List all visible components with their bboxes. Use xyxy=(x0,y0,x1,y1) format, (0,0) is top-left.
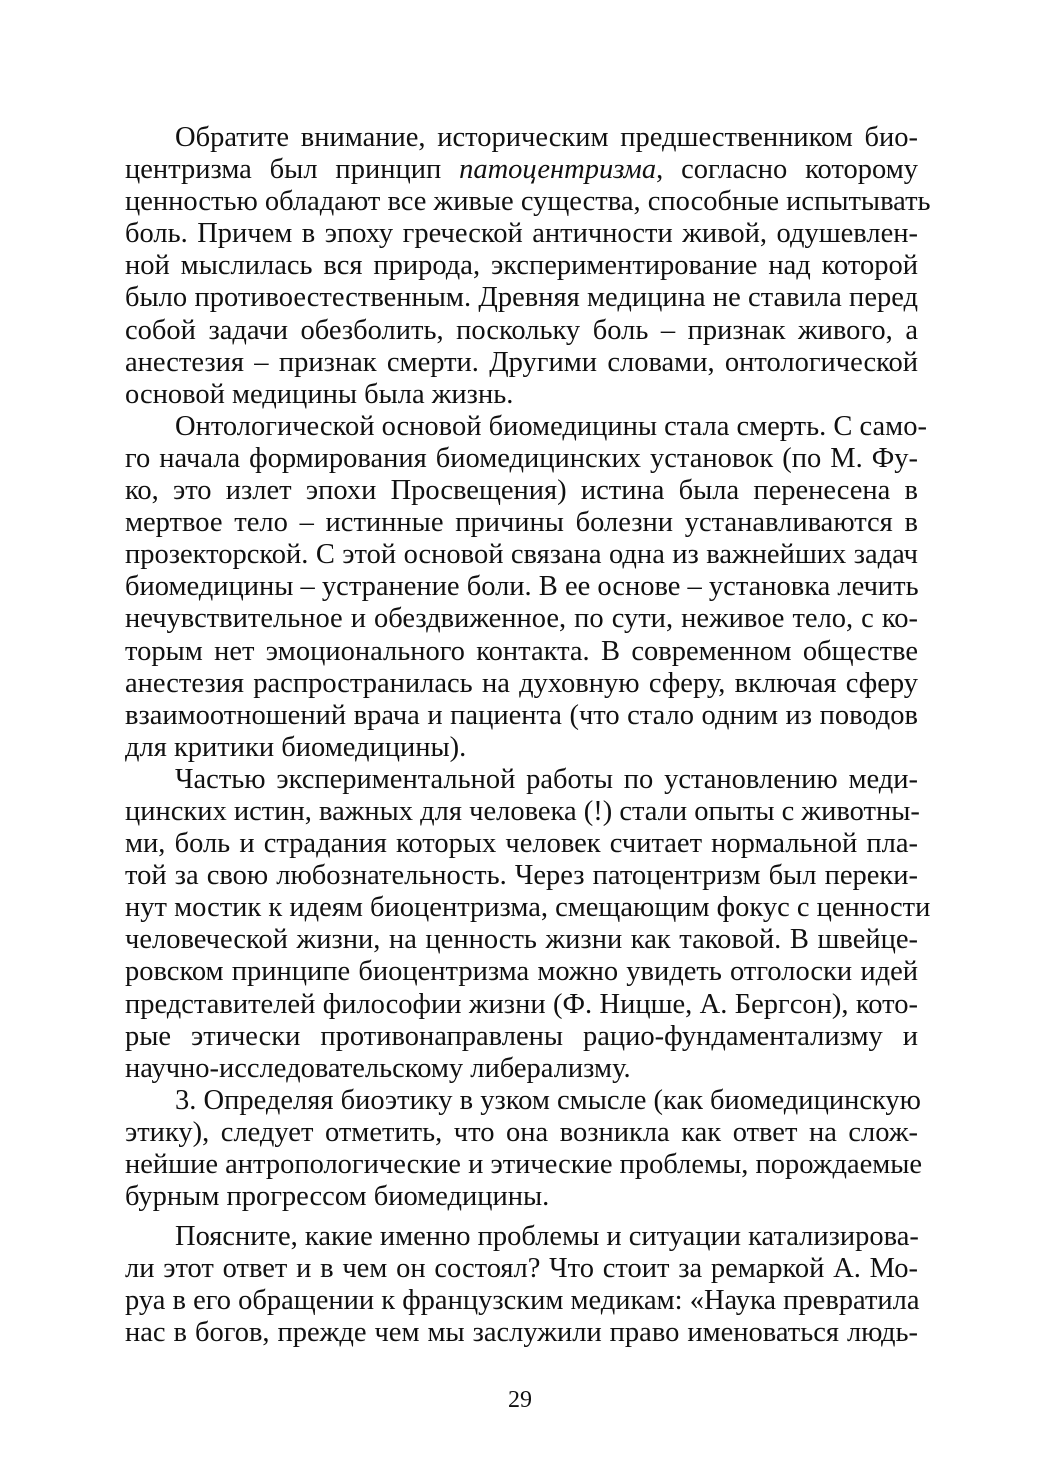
text-line xyxy=(125,250,918,282)
text-line xyxy=(125,315,918,347)
paragraph xyxy=(125,122,931,411)
text-line xyxy=(125,764,918,796)
text-run: , согласно которому xyxy=(656,154,919,186)
text-run: было противоестественным. Древняя медицина не ставила перед xyxy=(125,282,918,314)
text-run: ной мыслилась вся природа, экспериментирование над которой xyxy=(125,250,918,282)
paragraph xyxy=(125,1221,918,1349)
text-line xyxy=(125,1253,918,1285)
paragraph xyxy=(125,763,931,1085)
text-line xyxy=(125,828,918,860)
text-run: нут мостик к идеям биоцентризма, смещающим фокус с ценности xyxy=(125,892,931,924)
paragraph xyxy=(125,410,927,764)
text-run: представителей философии жизни (Ф. Ницше, А. Бергсон), кото- xyxy=(125,988,918,1020)
text-line xyxy=(125,1117,918,1149)
text-run: Поясните, какие именно проблемы и ситуации катализирова- xyxy=(175,1221,919,1253)
text-run: торым нет эмоционального контакта. В современном обществе xyxy=(125,635,918,667)
text-run: бурным прогрессом биомедицины. xyxy=(125,1181,550,1213)
text-run: ровском принципе биоцентризма можно увидеть отголоски идей xyxy=(125,956,918,988)
text-line xyxy=(125,1149,923,1181)
text-line xyxy=(125,1221,918,1253)
text-line xyxy=(125,732,918,764)
text-run: для критики биомедицины). xyxy=(125,731,467,763)
text-line xyxy=(125,1053,918,1085)
text-line xyxy=(125,989,918,1021)
text-run: 3. Определяя биоэтику в узком смысле (как биомедицинскую xyxy=(175,1084,921,1116)
text-run: нечувствительное и обездвиженное, по сути, неживое тело, с ко- xyxy=(125,603,918,635)
text-line xyxy=(125,475,918,507)
text-run: Онтологической основой биомедицины стала смерть. С само- xyxy=(175,410,927,442)
text-line xyxy=(125,186,931,218)
text-line xyxy=(125,410,927,443)
text-run: нейшие антропологические и этические проблемы, порождаемые xyxy=(125,1149,923,1180)
text-run: человеческой жизни, на ценность жизни как таковой. В швейце- xyxy=(125,924,918,956)
text-run: Обратите внимание, историческим предшественником био- xyxy=(175,122,918,153)
text-line xyxy=(125,1021,918,1053)
text-line xyxy=(125,379,918,411)
text-line xyxy=(125,956,918,988)
text-line xyxy=(125,539,918,571)
text-line xyxy=(125,443,918,475)
text-line xyxy=(125,892,931,924)
text-line xyxy=(125,924,918,956)
text-run: нас в богов, прежде чем мы заслужили право именоваться людь- xyxy=(125,1317,918,1349)
text-run: Частью экспериментальной работы по установлению меди- xyxy=(175,763,918,795)
text-run: той за свою любознательность. Через патоцентризм был переки- xyxy=(125,860,918,892)
text-line xyxy=(125,1084,921,1117)
text-line xyxy=(125,1285,918,1317)
text-run: этику), следует отметить, что она возникла как ответ на слож- xyxy=(125,1116,918,1148)
text-line xyxy=(125,122,918,154)
text-run: боль. Причем в эпоху греческой античности живой, одушевлен- xyxy=(125,218,918,250)
text-line xyxy=(125,603,918,635)
text-run: ко, это излет эпохи Просвещения) истина была перенесена в xyxy=(125,475,918,507)
text-line xyxy=(125,1317,918,1349)
text-line xyxy=(125,668,918,700)
text-run: ценностью обладают все живые существа, способные испытывать xyxy=(125,186,931,218)
text-run: основой медицины была жизнь. xyxy=(125,378,514,410)
text-run: центризма был принцип xyxy=(125,154,460,186)
text-run: биомедицины – устранение боли. В ее основе – установка лечить xyxy=(125,571,919,603)
text-run: анестезия – признак смерти. Другими словами, онтологической xyxy=(125,346,918,378)
page-number: 29 xyxy=(508,1387,532,1413)
text-run: взаимоотношений врача и пациента (что стало одним из поводов xyxy=(125,699,918,731)
text-run: цинских истин, важных для человека (!) стали опыты с животны- xyxy=(125,795,920,827)
text-line xyxy=(125,860,918,892)
text-line xyxy=(125,796,918,828)
text-line xyxy=(125,218,918,250)
text-run: прозекторской. С этой основой связана одна из важнейших задач xyxy=(125,539,918,571)
text-run: го начала формирования биомедицинских установок (по М. Фу- xyxy=(125,442,918,474)
text-line xyxy=(125,347,918,379)
text-run: научно-исследовательскому либерализму. xyxy=(125,1052,631,1084)
text-line xyxy=(125,507,918,539)
italic-term: патоцентризма xyxy=(459,154,657,186)
text-run: ли этот ответ и в чем он состоял? Что стоит за ремаркой А. Мо- xyxy=(125,1253,918,1285)
text-run: мертвое тело – истинные причины болезни устанавливаются в xyxy=(125,507,918,539)
text-line xyxy=(125,571,918,603)
paragraph xyxy=(125,1084,923,1213)
text-run: собой задачи обезболить, поскольку боль – признак живого, а xyxy=(125,314,918,346)
text-run: рые этически противонаправлены рацио-фундаментализму и xyxy=(125,1020,918,1052)
text-run: руа в его обращении к французским медикам: «Наука превратила xyxy=(125,1285,920,1317)
text-line xyxy=(125,282,918,314)
text-line xyxy=(125,700,918,732)
text-run: анестезия распространилась на духовную сферу, включая сферу xyxy=(125,667,918,699)
page-body xyxy=(125,122,931,1350)
text-run: ми, боль и страдания которых человек считает нормальной пла- xyxy=(125,828,918,860)
text-line xyxy=(125,1181,918,1213)
text-line xyxy=(125,636,918,668)
text-line xyxy=(125,154,918,186)
